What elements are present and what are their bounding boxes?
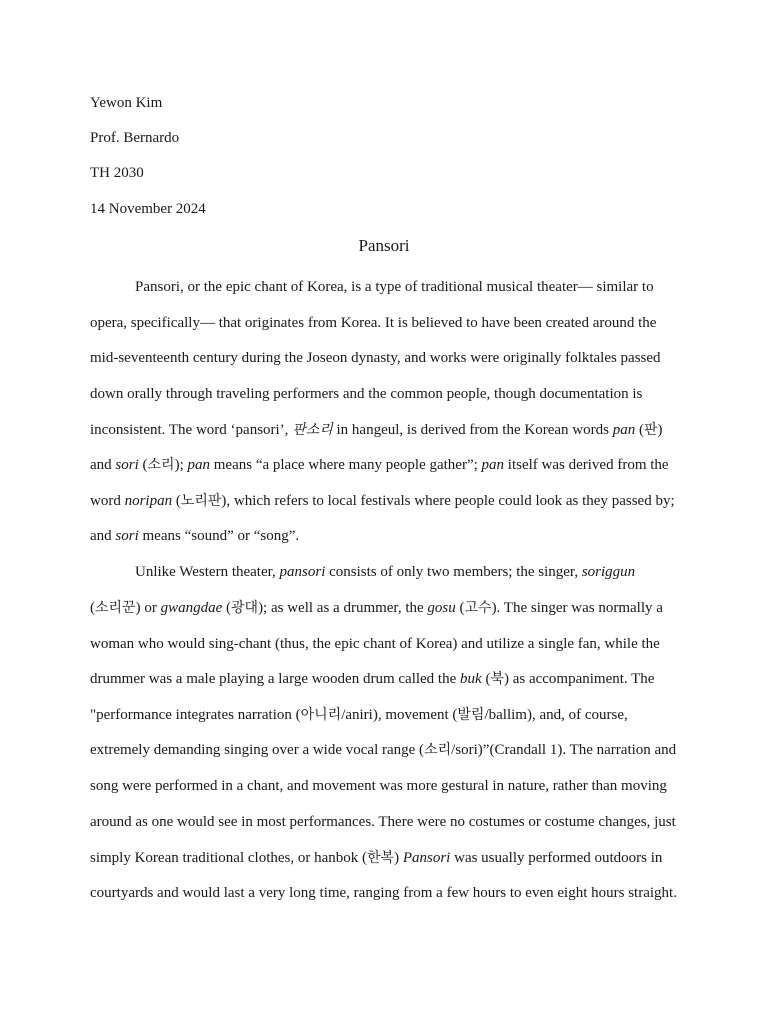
- korean-text: 판: [643, 422, 658, 438]
- korean-text: 광대: [231, 600, 259, 616]
- text-run: (: [138, 457, 148, 473]
- korean-text: 고수: [464, 600, 492, 616]
- paragraph-2-line-8: around as one would see in most performances. There were no costumes or costume changes, just: [90, 814, 676, 830]
- korean-text: 발림: [457, 707, 485, 723]
- document-title: Pansori: [358, 236, 410, 255]
- italic-term: soriggun: [581, 564, 636, 580]
- paragraph-1-line-2: opera, specifically— that originates from Korea. It is believed to have been created around the: [90, 315, 657, 331]
- italic-term: sori: [115, 457, 139, 473]
- text-run: (: [222, 600, 231, 616]
- text-run: means “sound” or “song”.: [138, 528, 300, 544]
- paragraph-1-line-5: [90, 421, 662, 439]
- course-code: TH 2030: [90, 165, 144, 181]
- text-run: /ballim), and, of course,: [484, 707, 628, 723]
- paragraph-1-line-4: down orally through traveling performers and the common people, though documentation is: [90, 386, 643, 402]
- italic-term: Pansori: [402, 850, 451, 866]
- paragraph-2-line-7: song were performed in a chant, and movement was more gestural in nature, rather than moving: [90, 778, 667, 794]
- text-run: and: [90, 528, 116, 544]
- text-run: was usually performed outdoors in: [450, 850, 663, 866]
- text-run: (: [455, 600, 465, 616]
- text-run: itself was derived from the: [504, 457, 669, 473]
- italic-term: gwangdae: [160, 600, 223, 616]
- korean-text: 소리: [424, 742, 452, 758]
- italic-term: pansori: [279, 564, 326, 580]
- text-run: simply Korean traditional clothes, or hanbok (: [90, 850, 368, 866]
- text-run: (: [90, 600, 95, 616]
- text-run: and: [90, 457, 116, 473]
- paragraph-2-line-5: [90, 706, 628, 724]
- korean-text: 아니리: [300, 707, 342, 723]
- korean-text: 소리꾼: [95, 600, 136, 616]
- text-run: /sori)”(Crandall 1). The narration and: [451, 742, 677, 758]
- text-run: drummer was a male playing a large wooden drum called the: [90, 671, 461, 687]
- korean-text: 북: [490, 671, 504, 687]
- text-run: in hangeul, is derived from the Korean words: [332, 422, 613, 438]
- italic-term: buk: [460, 671, 482, 687]
- italic-term: sori: [115, 528, 139, 544]
- italic-term: gosu: [427, 600, 456, 616]
- paragraph-1-line-6: [90, 456, 669, 474]
- text-run: ): [394, 850, 403, 866]
- text-run: ); as well as a drummer, the: [258, 600, 428, 616]
- text-run: ), which refers to local festivals where people could look as they passed by;: [221, 493, 675, 509]
- korean-text: 판소리: [292, 422, 333, 438]
- text-run: (: [172, 493, 181, 509]
- text-run: ): [657, 422, 663, 438]
- korean-text: 노리판: [180, 493, 222, 509]
- professor-name: Prof. Bernardo: [90, 130, 180, 146]
- text-run: (: [635, 422, 644, 438]
- document-date: 14 November 2024: [90, 201, 206, 217]
- text-run: inconsistent. The word ‘pansori’,: [90, 422, 293, 438]
- text-run: consists of only two members; the singer,: [325, 564, 582, 580]
- author-name: Yewon Kim: [90, 95, 163, 111]
- paragraph-1-line-7: [90, 492, 675, 510]
- paragraph-2-line-2: [90, 599, 663, 617]
- text-run: /aniri), movement (: [341, 707, 458, 723]
- text-run: word: [90, 493, 125, 509]
- paragraph-2-line-3: woman who would sing-chant (thus, the epic chant of Korea) and utilize a single fan, while the: [90, 636, 660, 652]
- text-run: Unlike Western theater,: [135, 564, 280, 580]
- korean-text: 소리: [147, 457, 175, 473]
- text-run: extremely demanding singing over a wide vocal range (: [90, 742, 425, 758]
- text-run: );: [174, 457, 188, 473]
- paragraph-2-line-4: [90, 670, 654, 688]
- paragraph-2-line-9: [90, 849, 662, 867]
- paragraph-2-line-10: courtyards and would last a very long time, ranging from a few hours to even eight hours straight.: [90, 885, 677, 901]
- paragraph-1-line-8: [90, 527, 299, 545]
- text-run: "performance integrates narration (: [90, 707, 301, 723]
- italic-term: pan: [187, 457, 210, 473]
- text-run: ) as accompaniment. The: [503, 671, 655, 687]
- paragraph-1-line-1: Pansori, or the epic chant of Korea, is a type of traditional musical theater— similar to: [135, 279, 654, 295]
- paragraph-2-line-6: [90, 741, 676, 759]
- text-run: (: [481, 671, 491, 687]
- italic-term: pan: [612, 422, 636, 438]
- paragraph-1-line-3: mid-seventeenth century during the Joseon dynasty, and works were originally folktales passed: [90, 350, 661, 366]
- italic-term: pan: [481, 457, 505, 473]
- korean-text: 한복: [367, 850, 395, 866]
- text-run: ) or: [135, 600, 161, 616]
- text-run: means “a place where many people gather”;: [210, 457, 482, 473]
- paragraph-2-line-1: [135, 563, 635, 581]
- text-run: ). The singer was normally a: [491, 600, 663, 616]
- italic-term: noripan: [124, 493, 173, 509]
